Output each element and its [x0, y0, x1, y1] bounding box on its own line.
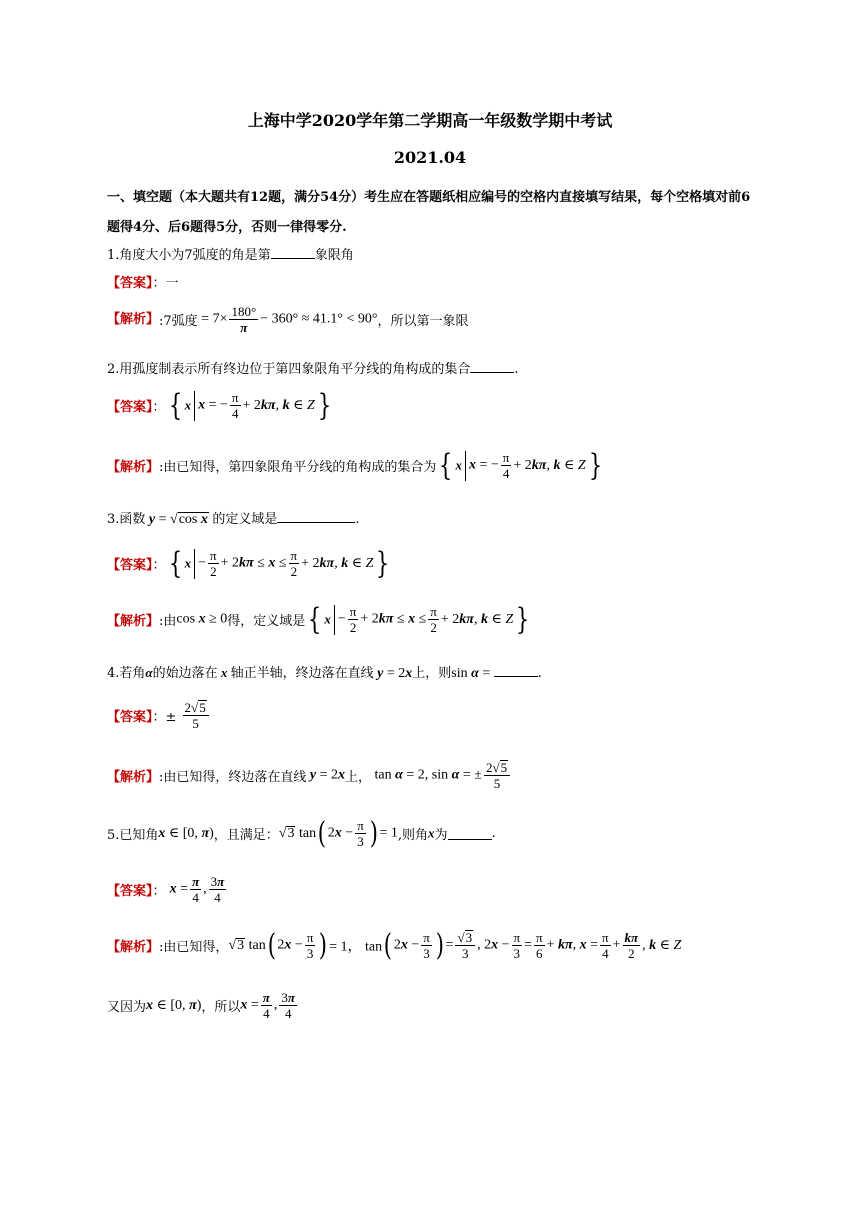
q5-followup-b: ，所以	[201, 1000, 241, 1015]
q1-answer	[107, 272, 179, 291]
answer-tag: 【答案】	[107, 710, 153, 725]
q4-stem-c: 轴正半轴，终边落在直线	[230, 666, 374, 681]
answer-tag: 【答案】	[107, 884, 153, 899]
q4-stem-a: 4.若角	[107, 666, 146, 681]
analysis-tag: 【解析】	[107, 460, 160, 475]
q5-stem-a: 5.已知角	[107, 828, 159, 843]
q3-analysis-a: :由	[159, 614, 177, 629]
q1-stem-a: 1.角度大小为7弧度的角是第	[107, 248, 271, 263]
question-3: 3.函数 y = √cos x 的定义域是 .	[107, 512, 360, 527]
q1-answer-value: ：一	[152, 276, 179, 291]
q5-followup: 又因为x ∈ [0, π)，所以x = $\frac{\pi}{4}$ , $\frac{3\pi}{4}$	[107, 990, 296, 1021]
q1-blank	[271, 246, 315, 259]
q2-analysis: 【解析】:由已知得，第四象限角平分线的角构成的集合为{ x x = − $\frac{\pi}{4}$ + 2kπ, k ∈ Z}	[107, 447, 602, 483]
answer-tag: 【答案】	[107, 400, 153, 415]
question-4: 4.若角α的始边落在 x 轴正半轴，终边落在直线 y = 2x上，则sin α = .	[107, 665, 542, 681]
q3-answer: 【答案】：{ x − $\frac{\pi}{2}$ + 2kπ ≤ x ≤ $\frac{\pi}{2}$ + 2kπ, k ∈ Z}	[107, 545, 390, 581]
q5-analysis-a: :由已知得，	[159, 940, 229, 955]
q5-followup-a: 又因为	[107, 1000, 147, 1015]
q1-frac-den: π	[240, 320, 248, 335]
q3-stem-b: 的定义域是	[212, 512, 278, 527]
analysis-tag: 【解析】	[107, 770, 160, 785]
q5-stem-b: ，且满足：	[213, 828, 279, 843]
q1-analysis: 【解析】:7弧度 = 7× $\frac{180^\circ}{\pi}$ − 360° ≈ 41.1° < 90°，所以第一象限	[107, 304, 469, 335]
exam-title: 上海中学2020学年第二学期高一年级数学期中考试	[247, 111, 613, 130]
q4-stem-b: 的始边落在	[152, 666, 218, 681]
q1-analysis-a: :7弧度	[159, 314, 198, 329]
exam-date: 2021.04	[393, 148, 467, 167]
answer-tag: 【答案】	[107, 558, 153, 573]
q1-frac-num: 180°	[231, 304, 257, 319]
q5-analysis: 【解析】:由已知得，√3 tan( 2x − $\frac{\pi}{3}$ ) = 1， tan( 2x − $\frac{\pi}{3}$ ) = $\frac{√3}{3}$ , 2x − $\frac{\pi}{3}$ = $\frac{\pi}{6}$ + kπ, x = $\frac{\pi}{4}$ + $\frac{k\pi}{2}$ , k ∈ Z	[107, 927, 682, 963]
q4-analysis: 【解析】:由已知得，终边落在直线 y = 2x上， tan α = 2, sin α = ± $\frac{2√5}{5}$	[107, 760, 512, 791]
q1-analysis-c: ，所以第一象限	[377, 314, 469, 329]
q3-analysis: 【解析】:由cos x ≥ 0得，定义域是{ x − $\frac{\pi}{2}$ + 2kπ ≤ x ≤ $\frac{\pi}{2}$ + 2kπ, k ∈ Z}	[107, 601, 530, 637]
question-1	[107, 244, 354, 263]
section-heading-line2: 题得4分、后6题得5分，否则一律得零分.	[107, 220, 347, 235]
q1-fraction	[229, 304, 258, 335]
analysis-tag: 【解析】	[107, 614, 160, 629]
section-heading-line1: 一、填空题（本大题共有12题，满分54分）考生应在答题纸相应编号的空格内直接填写结果，每个空格填对前6	[107, 190, 751, 205]
q4-blank	[494, 664, 538, 677]
analysis-tag: 【解析】	[107, 940, 160, 955]
answer-tag: 【答案】	[107, 276, 153, 291]
q4-analysis-a: :由已知得，终边落在直线	[159, 770, 307, 785]
q2-answer: 【答案】：{ x x = − $\frac{\pi}{4}$ + 2kπ, k ∈ Z}	[107, 387, 331, 423]
q1-analysis-b: − 360° ≈ 41.1° < 90°	[260, 311, 378, 327]
q2-analysis-prefix: :由已知得，第四象限角平分线的角构成的集合为	[159, 460, 437, 475]
q4-stem-d: 上，则	[412, 666, 452, 681]
question-2: 2.用孤度制表示所有终边位于第四象限角平分线的角构成的集合 .	[107, 362, 519, 377]
q3-stem-a: 3.函数	[107, 512, 146, 527]
q1-stem-b: 象限角	[314, 248, 354, 263]
q2-stem: 2.用孤度制表示所有终边位于第四象限角平分线的角构成的集合	[107, 362, 471, 377]
q3-blank	[277, 510, 355, 523]
q5-answer: 【答案】： x = $\frac{\pi}{4}$ , $\frac{3\pi}{4}$	[107, 874, 225, 905]
q5-blank	[448, 827, 492, 840]
q3-analysis-b: 得，定义域是	[227, 614, 306, 629]
question-5: 5.已知角x ∈ [0, π)，且满足：√3 tan( 2x − $\frac{\pi}{3}$ ) = 1,则角x为 .	[107, 815, 496, 851]
analysis-tag: 【解析】	[107, 312, 160, 327]
q5-stem-d: 为	[434, 828, 448, 843]
q4-analysis-b: 上，	[345, 770, 372, 785]
q2-blank	[470, 360, 514, 373]
q5-stem-c: ,则角	[397, 828, 429, 843]
q4-answer: 【答案】：± $\frac{2√5}{5}$	[107, 700, 211, 731]
